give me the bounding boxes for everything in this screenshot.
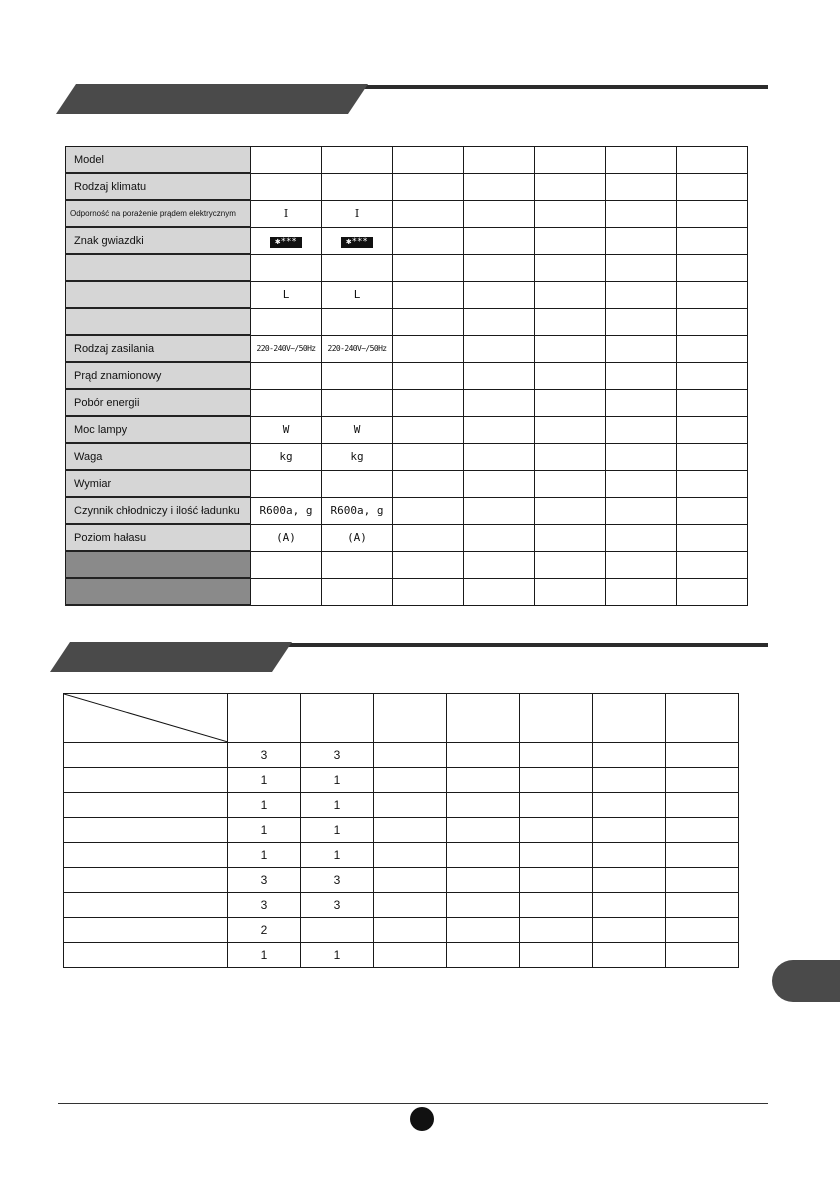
specification-table (65, 146, 748, 606)
parts-cell: 2 (228, 918, 301, 943)
spec-cell (322, 389, 393, 416)
spec-cell: 220-240V~/50Hz (251, 335, 322, 362)
parts-cell (520, 918, 593, 943)
spec-cell (677, 443, 748, 470)
spec-cell (322, 308, 393, 335)
spec-row-label (66, 281, 251, 308)
spec-row-label: Znak gwiazdki (66, 227, 251, 254)
spec-cell (322, 147, 393, 174)
spec-cell (251, 470, 322, 497)
spec-cell (251, 254, 322, 281)
spec-row-label (66, 551, 251, 578)
spec-cell (606, 443, 677, 470)
parts-cell (447, 743, 520, 768)
parts-cell (447, 868, 520, 893)
spec-cell (393, 416, 464, 443)
parts-cell (593, 918, 666, 943)
spec-cell (393, 227, 464, 254)
spec-row (66, 524, 748, 551)
spec-cell (535, 524, 606, 551)
spec-cell: I (251, 200, 322, 227)
parts-cell: 3 (301, 868, 374, 893)
spec-row-label: Czynnik chłodniczy i ilość ładunku (66, 497, 251, 524)
spec-cell (322, 227, 393, 254)
spec-cell (535, 147, 606, 174)
parts-cell (520, 793, 593, 818)
parts-cell: 3 (228, 743, 301, 768)
spec-cell (251, 578, 322, 605)
spec-cell (606, 173, 677, 200)
parts-row (64, 818, 739, 843)
spec-row (66, 147, 748, 174)
spec-cell (606, 335, 677, 362)
parts-cell (520, 743, 593, 768)
spec-cell (677, 200, 748, 227)
parts-cell (374, 943, 447, 968)
parts-cell (593, 743, 666, 768)
spec-cell: (A) (251, 524, 322, 551)
spec-cell: R600a, g (251, 497, 322, 524)
spec-cell (535, 497, 606, 524)
parts-row (64, 743, 739, 768)
parts-cell: 3 (228, 893, 301, 918)
spec-cell (535, 362, 606, 389)
parts-row-label (64, 868, 228, 893)
spec-cell (393, 254, 464, 281)
spec-row-label: Prąd znamionowy (66, 362, 251, 389)
spec-cell (393, 497, 464, 524)
spec-cell (393, 362, 464, 389)
spec-cell (606, 551, 677, 578)
spec-row-label: Rodzaj klimatu (66, 173, 251, 200)
side-language-tab (772, 960, 840, 1002)
spec-cell (322, 173, 393, 200)
spec-cell (464, 173, 535, 200)
spec-row (66, 470, 748, 497)
spec-cell (606, 254, 677, 281)
spec-cell (606, 281, 677, 308)
spec-row-label: Odporność na porażenie prądem elektrycznym (66, 200, 251, 227)
spec-row (66, 173, 748, 200)
spec-cell: I (322, 200, 393, 227)
parts-cell: 3 (301, 743, 374, 768)
parts-cell (447, 768, 520, 793)
spec-cell (393, 200, 464, 227)
spec-row (66, 551, 748, 578)
spec-cell (464, 551, 535, 578)
spec-cell (535, 281, 606, 308)
spec-cell (677, 389, 748, 416)
parts-row (64, 918, 739, 943)
spec-cell (606, 470, 677, 497)
parts-cell (447, 893, 520, 918)
spec-cell (393, 443, 464, 470)
spec-cell (535, 470, 606, 497)
parts-cell (301, 918, 374, 943)
spec-cell (322, 578, 393, 605)
parts-cell (520, 818, 593, 843)
spec-row (66, 389, 748, 416)
spec-cell (464, 470, 535, 497)
section2-header-line (270, 643, 768, 647)
spec-cell (251, 227, 322, 254)
spec-cell (677, 173, 748, 200)
parts-cell (520, 893, 593, 918)
parts-cell (666, 868, 739, 893)
parts-cell (666, 893, 739, 918)
parts-row-label (64, 768, 228, 793)
parts-cell (593, 768, 666, 793)
parts-row-label (64, 918, 228, 943)
spec-row (66, 308, 748, 335)
spec-cell (677, 335, 748, 362)
spec-cell (393, 470, 464, 497)
spec-cell (535, 227, 606, 254)
parts-row (64, 768, 739, 793)
spec-cell (677, 254, 748, 281)
spec-cell (677, 227, 748, 254)
parts-cell (666, 743, 739, 768)
parts-cell (593, 868, 666, 893)
parts-cell: 1 (301, 793, 374, 818)
spec-cell (251, 147, 322, 174)
parts-cell (666, 918, 739, 943)
spec-cell (393, 147, 464, 174)
spec-cell (464, 227, 535, 254)
spec-cell (464, 254, 535, 281)
spec-cell (251, 389, 322, 416)
parts-header-row (64, 694, 739, 743)
spec-cell (535, 578, 606, 605)
spec-cell (535, 443, 606, 470)
spec-row (66, 254, 748, 281)
spec-cell (464, 443, 535, 470)
spec-row-label: Rodzaj zasilania (66, 335, 251, 362)
parts-cell: 1 (301, 768, 374, 793)
parts-cell: 1 (301, 843, 374, 868)
parts-row (64, 893, 739, 918)
spec-cell (606, 578, 677, 605)
spec-cell (677, 578, 748, 605)
spec-cell (535, 173, 606, 200)
parts-row-label (64, 893, 228, 918)
parts-row-label (64, 743, 228, 768)
spec-cell (606, 389, 677, 416)
spec-cell (393, 173, 464, 200)
spec-cell (677, 362, 748, 389)
parts-cell (374, 868, 447, 893)
parts-cell (593, 843, 666, 868)
parts-header-cell (228, 694, 301, 743)
spec-cell (393, 578, 464, 605)
parts-row (64, 943, 739, 968)
spec-cell (464, 524, 535, 551)
parts-header-cell (666, 694, 739, 743)
parts-header-cell (447, 694, 520, 743)
spec-cell (251, 173, 322, 200)
spec-cell (606, 416, 677, 443)
parts-cell: 1 (228, 793, 301, 818)
spec-cell (677, 497, 748, 524)
page-number-badge (410, 1107, 434, 1131)
spec-cell: (A) (322, 524, 393, 551)
parts-cell (447, 918, 520, 943)
spec-cell (677, 308, 748, 335)
spec-cell (464, 362, 535, 389)
spec-cell (677, 281, 748, 308)
spec-cell (606, 497, 677, 524)
spec-row (66, 578, 748, 605)
parts-row (64, 793, 739, 818)
spec-row-label: Wymiar (66, 470, 251, 497)
spec-cell (677, 524, 748, 551)
parts-cell: 1 (228, 943, 301, 968)
spec-row-label (66, 254, 251, 281)
parts-cell: 3 (228, 868, 301, 893)
spec-cell (535, 551, 606, 578)
parts-cell (593, 893, 666, 918)
spec-cell (606, 200, 677, 227)
parts-cell (593, 943, 666, 968)
spec-cell (322, 470, 393, 497)
parts-cell (593, 818, 666, 843)
spec-cell (677, 470, 748, 497)
parts-header-cell (374, 694, 447, 743)
spec-cell (677, 416, 748, 443)
parts-cell (374, 918, 447, 943)
spec-row (66, 443, 748, 470)
spec-cell (322, 362, 393, 389)
parts-cell (520, 868, 593, 893)
spec-cell (464, 389, 535, 416)
parts-cell: 1 (228, 843, 301, 868)
diagonal-header-cell (64, 694, 228, 743)
parts-cell: 1 (301, 818, 374, 843)
spec-cell (393, 551, 464, 578)
spec-cell (322, 551, 393, 578)
parts-row (64, 843, 739, 868)
spec-row (66, 227, 748, 254)
footer-rule (58, 1103, 768, 1104)
spec-cell: 220-240V~/50Hz (322, 335, 393, 362)
spec-row (66, 335, 748, 362)
section2-header-tab (50, 642, 292, 672)
parts-cell (666, 768, 739, 793)
spec-cell: L (251, 281, 322, 308)
spec-cell: L (322, 281, 393, 308)
spec-cell (393, 281, 464, 308)
parts-cell (447, 943, 520, 968)
spec-row-label: Pobór energii (66, 389, 251, 416)
parts-row-label (64, 793, 228, 818)
spec-cell (393, 308, 464, 335)
spec-cell (535, 308, 606, 335)
parts-cell (447, 843, 520, 868)
spec-row-label (66, 578, 251, 605)
spec-cell: W (322, 416, 393, 443)
parts-cell (374, 818, 447, 843)
star-rating-icon: ✱*** (270, 237, 302, 248)
parts-cell: 1 (301, 943, 374, 968)
spec-cell (393, 524, 464, 551)
section1-header-line (340, 85, 768, 89)
parts-cell: 1 (228, 768, 301, 793)
parts-header-cell (301, 694, 374, 743)
spec-cell (606, 227, 677, 254)
parts-row-label (64, 843, 228, 868)
spec-cell (464, 335, 535, 362)
parts-cell: 1 (228, 818, 301, 843)
parts-cell (520, 843, 593, 868)
parts-cell (374, 768, 447, 793)
parts-cell (374, 743, 447, 768)
spec-cell (464, 308, 535, 335)
parts-cell (520, 943, 593, 968)
spec-cell (535, 389, 606, 416)
spec-cell (464, 200, 535, 227)
spec-row (66, 416, 748, 443)
diagonal-line (64, 694, 228, 742)
spec-row-label: Waga (66, 443, 251, 470)
parts-cell (374, 793, 447, 818)
spec-cell (464, 497, 535, 524)
parts-cell (666, 943, 739, 968)
spec-cell (251, 362, 322, 389)
spec-cell (677, 147, 748, 174)
spec-cell (535, 200, 606, 227)
spec-cell (464, 578, 535, 605)
spec-cell (606, 308, 677, 335)
spec-cell (464, 147, 535, 174)
spec-cell (606, 362, 677, 389)
parts-cell: 3 (301, 893, 374, 918)
spec-cell (322, 254, 393, 281)
spec-row-label: Model (66, 147, 251, 174)
spec-cell (606, 147, 677, 174)
parts-cell (593, 793, 666, 818)
parts-cell (520, 768, 593, 793)
parts-cell (447, 818, 520, 843)
spec-row (66, 281, 748, 308)
spec-row-label: Moc lampy (66, 416, 251, 443)
parts-table (63, 693, 739, 968)
section1-header-tab (56, 84, 368, 114)
spec-row (66, 497, 748, 524)
parts-header-cell (593, 694, 666, 743)
star-rating-icon: ✱*** (341, 237, 373, 248)
spec-row (66, 362, 748, 389)
parts-cell (666, 843, 739, 868)
spec-cell (535, 335, 606, 362)
spec-cell (393, 335, 464, 362)
parts-cell (374, 843, 447, 868)
parts-cell (666, 793, 739, 818)
parts-row (64, 868, 739, 893)
spec-cell: W (251, 416, 322, 443)
parts-row-label (64, 818, 228, 843)
spec-row-label (66, 308, 251, 335)
spec-cell (606, 524, 677, 551)
spec-cell (251, 308, 322, 335)
spec-row-label: Poziom hałasu (66, 524, 251, 551)
parts-header-cell (520, 694, 593, 743)
spec-cell (393, 389, 464, 416)
spec-cell (535, 254, 606, 281)
spec-row (66, 200, 748, 227)
spec-cell (464, 416, 535, 443)
spec-cell (464, 281, 535, 308)
spec-cell: R600a, g (322, 497, 393, 524)
parts-cell (374, 893, 447, 918)
spec-cell (677, 551, 748, 578)
parts-row-label (64, 943, 228, 968)
spec-cell (251, 551, 322, 578)
spec-cell (535, 416, 606, 443)
spec-cell: kg (251, 443, 322, 470)
parts-cell (666, 818, 739, 843)
spec-cell: kg (322, 443, 393, 470)
parts-cell (447, 793, 520, 818)
